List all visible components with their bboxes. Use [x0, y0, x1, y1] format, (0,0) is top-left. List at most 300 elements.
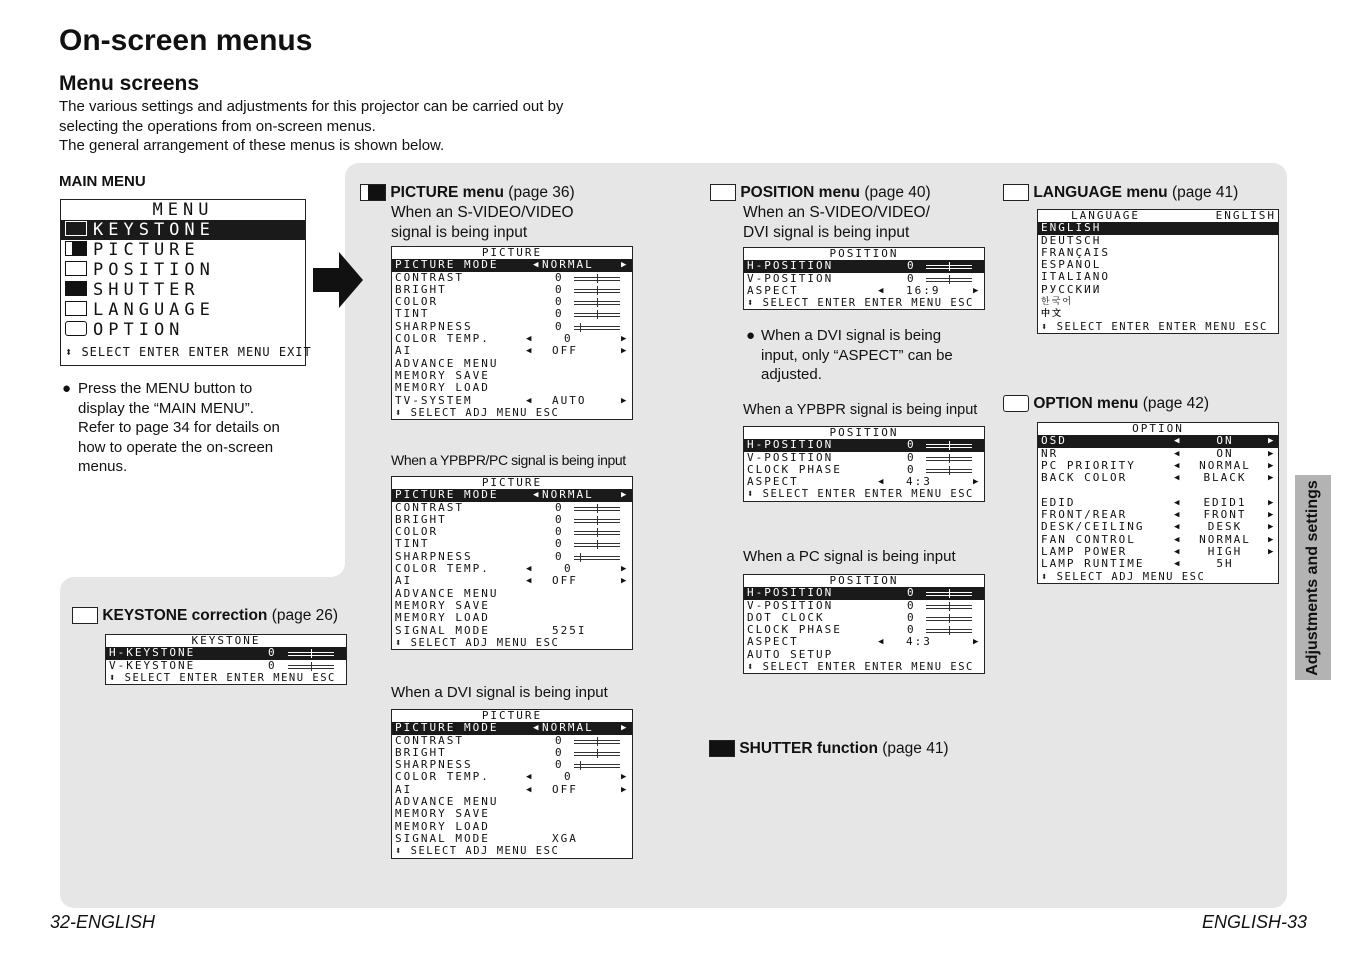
- language-heading-page: (page 41): [1167, 184, 1239, 201]
- osd-row: [392, 296, 632, 308]
- select-arrows-icon: ⬍: [395, 636, 411, 649]
- row-value: NORMAL: [542, 722, 594, 735]
- osd-row: [392, 308, 632, 320]
- osd-row: [392, 796, 632, 808]
- row-label: H-POSITION: [747, 439, 834, 452]
- row-label: PICTURE MODE: [395, 259, 499, 272]
- keystone-heading-page: (page 26): [267, 607, 339, 624]
- row-label: MEMORY LOAD: [395, 612, 490, 625]
- osd-row: [392, 735, 632, 747]
- picture-caption-ypbpr: When a YPBPR/PC signal is being input: [391, 452, 626, 468]
- keystone-icon: [72, 607, 98, 624]
- note-line: When a DVI signal is being: [761, 327, 942, 344]
- row-label: BRIGHT: [395, 513, 447, 526]
- slider-bar: [574, 507, 620, 511]
- slider-bar: [926, 605, 972, 609]
- osd-row: [744, 624, 984, 636]
- osd-row: [744, 452, 984, 464]
- osd-row: [392, 345, 632, 357]
- row-label: MEMORY LOAD: [395, 820, 490, 833]
- osd-row: [392, 833, 632, 845]
- main-menu-footer: ⬍ SELECT ENTER ENTER MENU EXIT: [65, 345, 312, 359]
- keystone-osd: [105, 634, 347, 685]
- slider-bar: [926, 457, 972, 461]
- osd-header: PICTURE: [481, 247, 543, 259]
- right-arrow-icon: ▶: [1268, 473, 1274, 484]
- left-arrow-icon: ◀: [1174, 497, 1180, 508]
- main-menu-item-language: [61, 300, 305, 320]
- row-label: OSD: [1041, 435, 1067, 448]
- left-arrow-icon: ◀: [1174, 559, 1180, 570]
- row-label: LAMP RUNTIME: [1041, 558, 1145, 571]
- row-label: MEMORY SAVE: [395, 369, 490, 382]
- osd-row: [392, 784, 632, 796]
- select-arrows-icon: ⬍: [747, 488, 763, 501]
- left-arrow-icon: ◀: [1174, 436, 1180, 447]
- footer-text: SELECT ADJ MENU ESC: [410, 636, 560, 649]
- row-value: AUTO: [552, 394, 587, 407]
- osd-row: [1038, 521, 1278, 533]
- slider-bar: [574, 740, 620, 744]
- slider-bar: [574, 519, 620, 523]
- main-menu-item-position: [61, 260, 305, 280]
- language-item: ENGLISH: [1038, 222, 1278, 234]
- row-label: COLOR TEMP.: [395, 771, 490, 784]
- row-label: CLOCK PHASE: [747, 463, 842, 476]
- main-menu-screen: [60, 199, 312, 366]
- option-icon: [65, 321, 87, 336]
- row-value: 0: [555, 513, 564, 526]
- intro-line: The general arrangement of these menus is shown below.: [59, 137, 445, 154]
- slider-bar: [574, 531, 620, 535]
- main-menu-item-label: LANGUAGE: [93, 300, 215, 320]
- osd-header: POSITION: [829, 427, 899, 439]
- intro-line: The various settings and adjustments for this projector can be carried out by: [59, 98, 564, 115]
- row-value: ON: [1216, 447, 1234, 460]
- slider-bar: [574, 289, 620, 293]
- main-menu-item-label: KEYSTONE: [93, 220, 215, 240]
- right-arrow-icon: ▶: [621, 346, 627, 357]
- row-value: 0: [555, 308, 564, 321]
- row-value: HIGH: [1207, 545, 1243, 558]
- osd-row: [392, 563, 632, 575]
- row-label: AI: [395, 345, 413, 358]
- picture-osd-dvi: [391, 709, 633, 859]
- left-arrow-icon: ◀: [1174, 510, 1180, 521]
- picture-caption-dvi: When a DVI signal is being input: [391, 684, 608, 701]
- language-header-right: ENGLISH: [1215, 210, 1276, 222]
- row-label: DOT CLOCK: [747, 611, 825, 624]
- language-header-left: LANGUAGE: [1071, 210, 1140, 222]
- osd-row: [392, 526, 632, 538]
- right-arrow-icon: ▶: [1268, 497, 1274, 508]
- row-label: TINT: [395, 538, 430, 551]
- osd-row: [392, 551, 632, 563]
- keystone-row: [106, 660, 346, 672]
- right-arrow-icon: ▶: [621, 784, 627, 795]
- position-icon: [65, 261, 87, 276]
- keystone-heading: [72, 606, 338, 626]
- osd-row: [1038, 558, 1278, 570]
- row-label: MEMORY LOAD: [395, 382, 490, 395]
- picture-heading-sub: When an S-VIDEO/VIDEO: [391, 204, 574, 221]
- osd-row: [1038, 448, 1278, 460]
- row-label: V-POSITION: [747, 272, 834, 285]
- row-label: ASPECT: [747, 284, 799, 297]
- osd-footer: [392, 637, 632, 649]
- main-menu-item-label: OPTION: [93, 320, 185, 340]
- position-note: ● When a DVI signal is being input, only “ASPECT” can be adjusted.: [746, 326, 986, 385]
- osd-row: [744, 476, 984, 488]
- picture-icon: [65, 241, 87, 256]
- osd-row: [1038, 484, 1278, 496]
- main-menu-item-picture: [61, 240, 305, 260]
- left-arrow-icon: ◀: [878, 477, 884, 488]
- row-value: 0: [555, 550, 564, 563]
- osd-row: [392, 370, 632, 382]
- osd-row: [744, 600, 984, 612]
- row-label: FAN CONTROL: [1041, 533, 1136, 546]
- row-label: CONTRAST: [395, 271, 464, 284]
- section-subtitle: Menu screens: [59, 72, 200, 95]
- main-menu-item-label: SHUTTER: [93, 280, 200, 300]
- osd-row: [392, 612, 632, 624]
- osd-row: [1038, 497, 1278, 509]
- footer-text: SELECT ENTER ENTER MENU ESC: [762, 297, 974, 310]
- note-line: adjusted.: [761, 366, 822, 383]
- osd-row: [392, 272, 632, 284]
- keystone-icon: [65, 221, 87, 236]
- main-menu-item-label: POSITION: [93, 260, 215, 280]
- osd-footer: [744, 661, 984, 673]
- row-label: TINT: [395, 308, 430, 321]
- row-value: 0: [555, 296, 564, 309]
- row-label: SHARPNESS: [395, 550, 473, 563]
- row-value: 0: [907, 272, 916, 285]
- row-value: 0: [268, 659, 277, 672]
- row-label: ASPECT: [747, 636, 799, 649]
- picture-osd-ypbpr: [391, 476, 633, 650]
- option-heading: [1003, 394, 1209, 414]
- main-menu-item-keystone: [61, 220, 305, 240]
- main-menu-note: ● Press the MENU button to display the “MAIN MENU”. Refer to page 34 for details on how to operate the on-screen menus.: [62, 379, 322, 477]
- right-arrow-icon: ▶: [973, 637, 979, 648]
- left-arrow-icon: ◀: [878, 637, 884, 648]
- row-label: PICTURE MODE: [395, 722, 499, 735]
- osd-row: [1038, 460, 1278, 472]
- osd-row: [392, 538, 632, 550]
- row-label: V-POSITION: [747, 451, 834, 464]
- left-arrow-icon: ◀: [1174, 460, 1180, 471]
- left-arrow-icon: ◀: [533, 723, 539, 734]
- row-value: OFF: [552, 575, 578, 588]
- row-label: ADVANCE MENU: [395, 587, 499, 600]
- panel-corner-cut: [305, 537, 345, 577]
- osd-row: [392, 808, 632, 820]
- right-arrow-icon: ▶: [1268, 510, 1274, 521]
- osd-row: [392, 600, 632, 612]
- shutter-icon: [709, 740, 735, 757]
- language-item: DEUTSCH: [1041, 234, 1102, 247]
- main-menu-footer-text: SELECT ENTER ENTER MENU EXIT: [81, 345, 312, 359]
- row-value: OFF: [552, 783, 578, 796]
- osd-header: POSITION: [829, 575, 899, 587]
- osd-row: [392, 722, 632, 734]
- osd-row: [392, 821, 632, 833]
- row-value: EDID1: [1203, 496, 1247, 509]
- slider-bar: [926, 469, 972, 473]
- shutter-heading-page: (page 41): [877, 740, 949, 757]
- right-arrow-icon: ▶: [621, 723, 627, 734]
- row-label: SHARPNESS: [395, 759, 473, 772]
- keystone-row: [106, 647, 346, 659]
- osd-row: [392, 489, 632, 501]
- row-label: V-POSITION: [747, 599, 834, 612]
- position-caption-pc: When a PC signal is being input: [743, 548, 956, 565]
- row-label: PICTURE MODE: [395, 489, 499, 502]
- page-title: On-screen menus: [59, 24, 313, 57]
- row-label: SIGNAL MODE: [395, 832, 490, 845]
- language-osd-header: [1038, 210, 1278, 222]
- main-menu-item-option: [61, 320, 305, 340]
- row-value: 0: [907, 463, 916, 476]
- position-heading-bold: POSITION menu: [740, 184, 861, 201]
- row-label: V-KEYSTONE: [109, 659, 196, 672]
- osd-row: [392, 625, 632, 637]
- left-arrow-icon: ◀: [526, 346, 532, 357]
- row-label: BRIGHT: [395, 746, 447, 759]
- osd-row: [744, 612, 984, 624]
- position-osd-video: [743, 247, 985, 310]
- row-value: 0: [268, 647, 277, 660]
- osd-row: [1038, 435, 1278, 447]
- osd-row: [744, 587, 984, 599]
- osd-row: [392, 259, 632, 271]
- osd-row: [744, 260, 984, 272]
- slider-bar: [926, 278, 972, 282]
- osd-row: [392, 284, 632, 296]
- row-label: BRIGHT: [395, 283, 447, 296]
- row-label: AI: [395, 575, 413, 588]
- select-arrows-icon: ⬍: [1041, 570, 1057, 583]
- position-osd-pc: [743, 574, 985, 674]
- row-label: PC PRIORITY: [1041, 459, 1136, 472]
- position-heading-sub: When an S-VIDEO/VIDEO/: [743, 204, 930, 221]
- language-osd-footer: ⬍ SELECT ENTER ENTER MENU ESC: [1041, 320, 1268, 333]
- right-arrow-icon: ▶: [1268, 436, 1274, 447]
- osd-row: [392, 759, 632, 771]
- row-label: NR: [1041, 447, 1059, 460]
- row-label: SIGNAL MODE: [395, 624, 490, 637]
- picture-icon: [360, 184, 386, 201]
- language-item: FRANÇAIS: [1041, 246, 1110, 259]
- row-label: ASPECT: [747, 476, 799, 489]
- row-label: TV-SYSTEM: [395, 394, 473, 407]
- option-osd: [1037, 422, 1279, 584]
- osd-footer: [392, 845, 632, 857]
- side-tab-label: Adjustments and settings: [1304, 479, 1321, 676]
- picture-osd-video: [391, 246, 633, 420]
- osd-header: OPTION: [1132, 423, 1184, 435]
- slider-bar: [926, 444, 972, 448]
- left-arrow-icon: ◀: [878, 285, 884, 296]
- row-value: 0: [907, 260, 916, 273]
- row-value: XGA: [552, 832, 578, 845]
- osd-row: [744, 464, 984, 476]
- left-arrow-icon: ◀: [526, 784, 532, 795]
- footer-text: SELECT ENTER ENTER MENU ESC: [762, 661, 974, 674]
- row-value: 0: [555, 759, 564, 772]
- row-label: EDID: [1041, 496, 1076, 509]
- row-value: 5H: [1216, 558, 1234, 571]
- language-icon: [1003, 184, 1029, 201]
- position-caption-ypbpr: When a YPBPR signal is being input: [743, 402, 978, 418]
- row-value: 0: [555, 526, 564, 539]
- row-label: COLOR: [395, 526, 439, 539]
- footer-text: SELECT ENTER ENTER MENU ESC: [124, 671, 336, 684]
- footer-text: SELECT ADJ MENU ESC: [1056, 570, 1206, 583]
- shutter-heading: [709, 739, 949, 759]
- note-line: display the “MAIN MENU”.: [78, 399, 254, 417]
- osd-row: [392, 502, 632, 514]
- row-value: 0: [555, 271, 564, 284]
- row-value: 0: [564, 333, 573, 346]
- note-line: Refer to page 34 for details on: [78, 419, 280, 436]
- row-value: 4:3: [906, 636, 932, 649]
- osd-footer: [744, 297, 984, 309]
- osd-row: [392, 514, 632, 526]
- row-label: DESK/CEILING: [1041, 521, 1145, 534]
- left-arrow-icon: ◀: [533, 490, 539, 501]
- row-value: 0: [907, 624, 916, 637]
- slider-bar: [574, 326, 620, 330]
- language-item: РУССКИЙ: [1041, 283, 1102, 296]
- select-arrows-icon: ⬍: [395, 845, 411, 858]
- note-line: Press the MENU button to: [78, 380, 253, 397]
- row-label: CONTRAST: [395, 734, 464, 747]
- row-value: NORMAL: [1199, 533, 1251, 546]
- row-label: COLOR: [395, 296, 439, 309]
- note-line: input, only “ASPECT” can be: [761, 346, 953, 364]
- intro-text: [59, 97, 659, 156]
- osd-row: [1038, 472, 1278, 484]
- osd-row: [392, 333, 632, 345]
- left-arrow-icon: ◀: [526, 334, 532, 345]
- left-arrow-icon: ◀: [526, 772, 532, 783]
- row-label: MEMORY SAVE: [395, 599, 490, 612]
- keystone-osd-footer: ⬍ SELECT ENTER ENTER MENU ESC: [109, 671, 336, 684]
- language-heading-bold: LANGUAGE menu: [1033, 184, 1168, 201]
- footer-text: SELECT ADJ MENU ESC: [410, 845, 560, 858]
- footer-text: SELECT ENTER ENTER MENU ESC: [762, 488, 974, 501]
- page-number-right: ENGLISH-33: [1202, 912, 1308, 932]
- language-osd: [1037, 209, 1279, 334]
- main-menu-header: MENU: [152, 200, 214, 220]
- left-arrow-icon: ◀: [1174, 522, 1180, 533]
- keystone-osd-header: KEYSTONE: [191, 635, 261, 647]
- intro-line: selecting the operations from on-screen menus.: [59, 117, 376, 135]
- row-value: 0: [555, 746, 564, 759]
- osd-header: PICTURE: [481, 710, 543, 722]
- osd-footer: [744, 488, 984, 500]
- osd-row: [392, 358, 632, 370]
- language-item: ITALIANO: [1041, 271, 1110, 284]
- language-item: 한국어: [1041, 297, 1074, 308]
- right-arrow-icon: ▶: [973, 285, 979, 296]
- gray-panel-left: [60, 577, 380, 908]
- row-value: FRONT: [1203, 509, 1247, 522]
- note-line: menus.: [78, 458, 128, 475]
- row-value: 0: [555, 320, 564, 333]
- row-label: ADVANCE MENU: [395, 357, 499, 370]
- row-label: ADVANCE MENU: [395, 796, 499, 809]
- slider-bar: [574, 277, 620, 281]
- position-heading: [710, 183, 931, 243]
- row-value: 0: [564, 563, 573, 576]
- row-value: BLACK: [1203, 472, 1247, 485]
- main-menu-item-shutter: [61, 280, 305, 300]
- left-arrow-icon: ◀: [526, 395, 532, 406]
- osd-row: [392, 575, 632, 587]
- language-icon: [65, 301, 87, 316]
- osd-row: [744, 439, 984, 451]
- slider-bar: [574, 301, 620, 305]
- position-osd-ypbpr: [743, 426, 985, 502]
- left-arrow-icon: ◀: [533, 260, 539, 271]
- row-value: 0: [907, 611, 916, 624]
- right-arrow-icon: ▶: [621, 576, 627, 587]
- row-label: H-KEYSTONE: [109, 647, 196, 660]
- osd-footer: [1038, 571, 1278, 583]
- osd-row: [392, 395, 632, 407]
- option-icon: [1003, 395, 1029, 412]
- row-value: NORMAL: [1199, 459, 1251, 472]
- page-number-left: 32-ENGLISH: [50, 912, 156, 932]
- row-value: 0: [564, 771, 573, 784]
- right-arrow-icon: ▶: [1268, 460, 1274, 471]
- slider-bar: [926, 592, 972, 596]
- row-label: MEMORY SAVE: [395, 808, 490, 821]
- slider-bar: [926, 629, 972, 633]
- row-value: NORMAL: [542, 489, 594, 502]
- slider-bar: [574, 543, 620, 547]
- row-label: CONTRAST: [395, 501, 464, 514]
- right-arrow-icon: ▶: [621, 334, 627, 345]
- right-arrow-icon: ▶: [973, 477, 979, 488]
- left-arrow-icon: ◀: [526, 576, 532, 587]
- osd-row: [1038, 534, 1278, 546]
- position-heading-page: (page 40): [860, 184, 931, 201]
- picture-heading-bold: PICTURE menu: [390, 184, 504, 201]
- row-label: AI: [395, 783, 413, 796]
- osd-row: [744, 285, 984, 297]
- select-arrows-icon: ⬍: [747, 297, 763, 310]
- select-arrows-icon: ⬍: [395, 406, 411, 419]
- left-arrow-icon: ◀: [526, 564, 532, 575]
- osd-row: [744, 273, 984, 285]
- shutter-icon: [65, 281, 87, 296]
- left-arrow-icon: ◀: [1174, 448, 1180, 459]
- side-tab: [1295, 475, 1331, 680]
- row-label: AUTO SETUP: [747, 648, 834, 661]
- osd-row: [744, 649, 984, 661]
- row-value: 0: [555, 538, 564, 551]
- row-value: 4:3: [906, 476, 932, 489]
- slider-bar: [574, 764, 620, 768]
- row-value: 0: [907, 599, 916, 612]
- slider-bar: [926, 265, 972, 269]
- left-arrow-icon: ◀: [1174, 473, 1180, 484]
